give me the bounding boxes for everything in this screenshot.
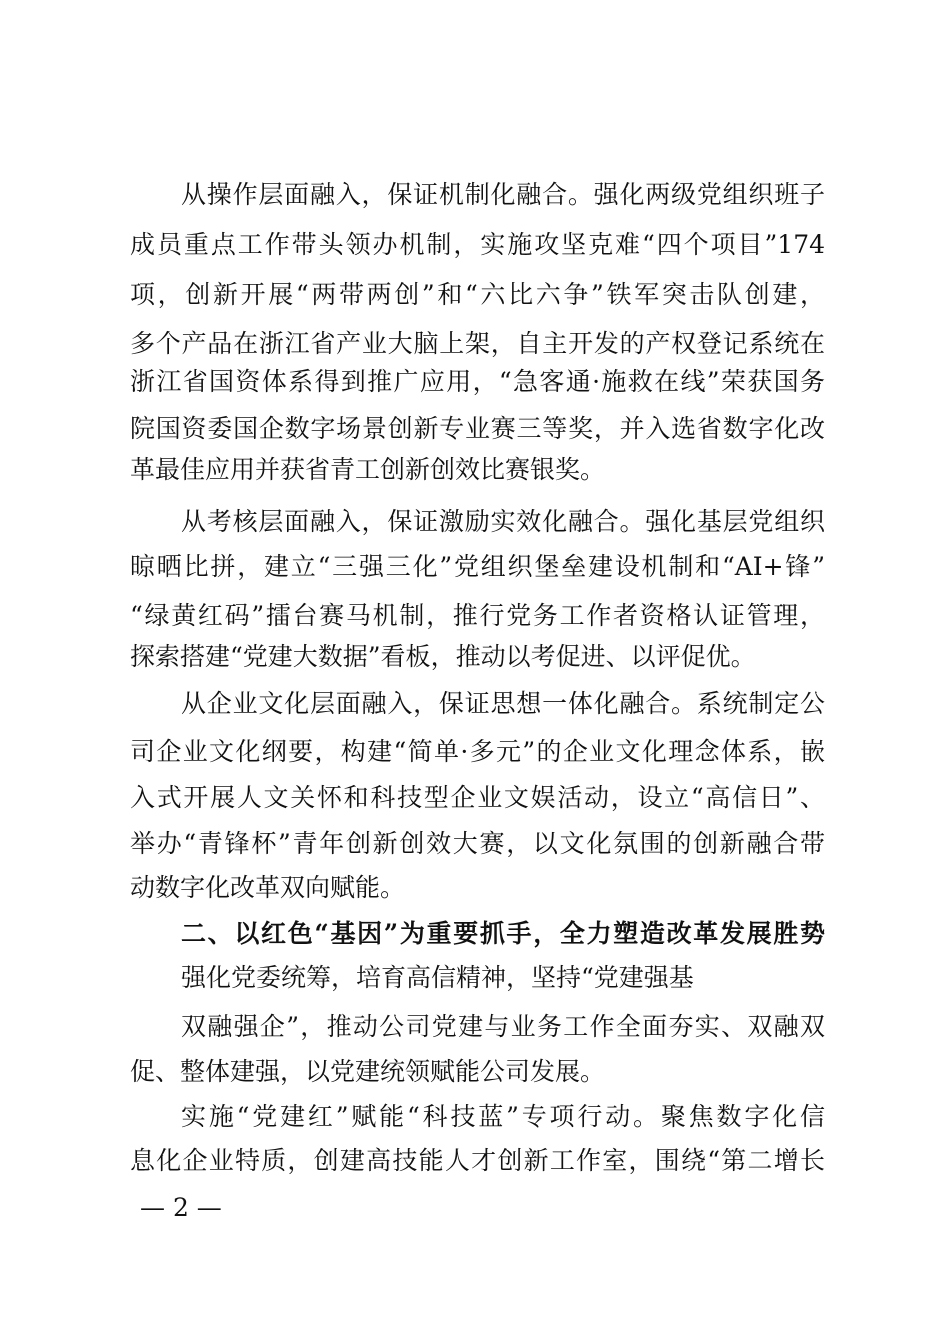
paragraph-line: 多个产品在浙江省产业大脑上架，自主开发的产权登记系统在 (130, 329, 825, 358)
paragraph-line: 强化党委统筹，培育高信精神，坚持“党建强基 (181, 963, 694, 992)
paragraph-line: “绿黄红码”擂台赛马机制，推行党务工作者资格认证管理， (130, 601, 825, 630)
paragraph-line: 成员重点工作带头领办机制，实施攻坚克难“四个项目”174 (130, 230, 825, 259)
paragraph-line: 举办“青锋杯”青年创新创效大赛，以文化氛围的创新融合带 (130, 829, 825, 858)
paragraph-line: 浙江省国资体系得到推广应用，“急客通·施救在线”荣获国务 (130, 367, 825, 396)
page-number: — 2 — (140, 1193, 222, 1222)
paragraph-line: 实施“党建红”赋能“科技蓝”专项行动。聚焦数字化信 (181, 1102, 825, 1131)
paragraph-line: 司企业文化纲要，构建“简单·多元”的企业文化理念体系，嵌 (130, 737, 825, 766)
paragraph-line: 促、整体建强，以党建统领赋能公司发展。 (130, 1057, 606, 1086)
paragraph-line: 双融强企”，推动公司党建与业务工作全面夯实、双融双 (181, 1012, 825, 1041)
paragraph-line: 动数字化改革双向赋能。 (130, 873, 406, 902)
paragraph-line: 从操作层面融入，保证机制化融合。强化两级党组织班子 (181, 180, 825, 209)
paragraph-line: 从企业文化层面融入，保证思想一体化融合。系统制定公 (181, 689, 825, 718)
paragraph-line: 从考核层面融入，保证激励实效化融合。强化基层党组织 (181, 507, 825, 536)
paragraph-line: 革最佳应用并获省青工创新创效比赛银奖。 (130, 455, 606, 484)
paragraph-line: 息化企业特质，创建高技能人才创新工作室，围绕“第二增长 (130, 1146, 825, 1175)
paragraph-line: 院国资委国企数字场景创新专业赛三等奖，并入选省数字化改 (130, 414, 825, 443)
paragraph-line: 探索搭建“党建大数据”看板，推动以考促进、以评促优。 (130, 642, 756, 671)
paragraph-line: 项，创新开展“两带两创”和“六比六争”铁军突击队创建， (130, 280, 825, 309)
paragraph-line: 入式开展人文关怀和科技型企业文娱活动，设立“高信日”、 (130, 783, 825, 812)
section-heading: 二、以红色“基因”为重要抓手，全力塑造改革发展胜势 (181, 919, 825, 948)
paragraph-line: 晾晒比拼，建立“三强三化”党组织堡垒建设机制和“AI+锋” (130, 552, 825, 581)
